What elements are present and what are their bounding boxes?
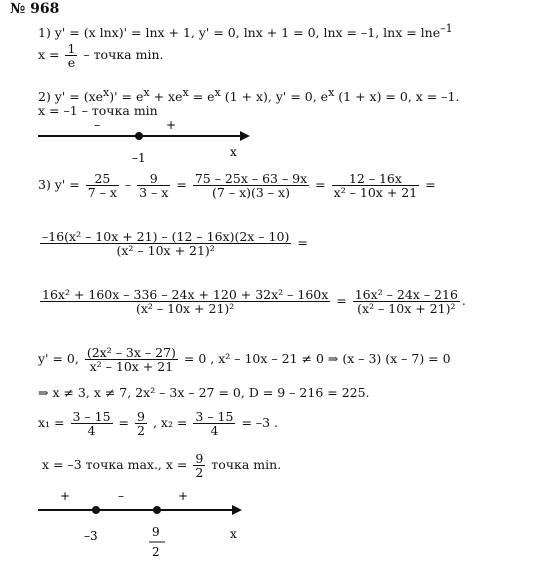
part2-seg1: 2) y' = (xe	[38, 89, 104, 105]
part2-seg3: + xe	[149, 89, 183, 105]
part3-row4-frac	[85, 346, 178, 373]
part3-row3-den1: (x² – 10x + 21)²	[40, 301, 330, 315]
part2-line1	[38, 86, 459, 104]
part3-row6-eq: =	[118, 415, 130, 430]
part3-row4-den: x² – 10x + 21	[85, 359, 178, 373]
axis2-sign-3: +	[178, 489, 189, 503]
problem-number: № 968	[10, 1, 60, 17]
part3-row2	[38, 230, 308, 257]
part3-row6-frac3	[193, 410, 235, 437]
number-line-1	[0, 116, 552, 168]
part1-line1-exponent: –1	[440, 22, 453, 35]
part3-row4-tail: = 0 , x² – 10x – 21 ≠ 0 ⇒ (x – 3) (x – 7) = 0	[183, 351, 451, 366]
number-line-2	[0, 486, 552, 576]
axis1-sign-minus: –	[94, 118, 100, 132]
part3-row3-frac2	[353, 288, 460, 315]
part3-frac1	[86, 172, 119, 199]
part3-row2-eq: =	[297, 235, 308, 250]
part3-row7-b: точка min.	[211, 457, 282, 472]
part3-eq1: =	[176, 177, 187, 192]
part2-exp4: x	[214, 86, 221, 99]
part1-line1	[38, 22, 453, 40]
axis1-arrow-icon	[240, 131, 250, 141]
part3-row6-tail: = –3 .	[241, 415, 279, 430]
part3-minus: –	[124, 177, 132, 192]
axis2-point2-den: 2	[152, 545, 160, 559]
part3-row6-frac3-num: 3 – 15	[195, 409, 234, 424]
part3-row2-den: (x² – 10x + 21)²	[40, 243, 291, 257]
part3-row3-num2: 16x² – 24x – 216	[354, 287, 458, 302]
axis2-point-1	[92, 506, 100, 514]
part3-frac4	[332, 172, 420, 199]
part3-row4-lead: y' = 0,	[38, 351, 79, 366]
part1-fraction-den: e	[65, 55, 77, 69]
axis2-arrow-icon	[232, 505, 242, 515]
part3-row7-num: 9	[195, 451, 204, 466]
part2-seg4: = e	[188, 89, 215, 105]
part3-eq2: =	[315, 177, 326, 192]
part1-line2	[38, 42, 163, 69]
part3-row7	[42, 452, 281, 479]
part3-row2-frac	[40, 230, 291, 257]
part3-frac2-num: 9	[149, 171, 158, 186]
axis2-point2-num: 9	[152, 525, 160, 539]
part3-row6-frac1-den: 4	[71, 423, 113, 437]
part3-frac4-den: x² – 10x + 21	[333, 185, 418, 200]
part3-frac2-den: 3 – x	[139, 185, 169, 200]
part3-row6-x1: x₁ =	[38, 415, 65, 430]
axis1-point	[135, 132, 143, 140]
part3-row6-frac3-den: 4	[193, 423, 235, 437]
part3-row4	[38, 346, 451, 373]
part3-frac2	[137, 172, 170, 199]
axis2-sign-2: –	[118, 489, 124, 503]
part1-x-label: x =	[38, 47, 60, 62]
part1-line1-text: 1) y' = (x lnx)' = lnx + 1, y' = 0, lnx + 1 = 0, lnx = –1, lnx = lne	[38, 25, 441, 41]
axis1-sign-plus: +	[166, 118, 177, 132]
part2-seg6: (1 + x) = 0, x = –1.	[334, 89, 460, 105]
part3-row3-frac1	[40, 288, 330, 315]
part3-frac1-num: 25	[94, 171, 111, 186]
part2-exp5: x	[328, 86, 335, 99]
part3-row3-den2: (x² – 10x + 21)²	[353, 301, 460, 315]
axis2-point-2	[153, 506, 161, 514]
part2-exp3: x	[182, 86, 189, 99]
part2-exp1: x	[103, 86, 110, 99]
axis2-point1-label: –3	[84, 529, 98, 543]
part3-row7-den: 2	[195, 465, 204, 480]
part3-row1	[38, 172, 436, 199]
axis1-var-label: x	[230, 145, 237, 159]
part3-row6-frac2-den: 2	[137, 423, 145, 438]
part3-row3-eq: =	[336, 293, 347, 308]
axis2-sign-1: +	[60, 489, 71, 503]
part3-row6-frac1	[71, 410, 113, 437]
part3-frac1-den: 7 – x	[87, 185, 117, 200]
part3-row6	[38, 410, 278, 437]
part3-lead: 3) y' =	[38, 177, 84, 192]
part1-min-label: – точка min.	[83, 47, 164, 62]
part3-frac3-num: 75 – 25x – 63 – 9x	[194, 171, 308, 186]
axis2-var-label: x	[230, 527, 237, 541]
part3-row6-frac2	[135, 410, 147, 437]
part3-frac4-num: 12 – 16x	[348, 171, 402, 186]
part1-fraction	[65, 42, 77, 69]
part3-row7-a: x = –3 точка max., x =	[42, 457, 188, 472]
part2-exp2: x	[143, 86, 150, 99]
part2-line2: x = –1 – точка min	[38, 103, 158, 118]
part3-row6-frac1-num: 3 – 15	[72, 409, 111, 424]
part3-row6-frac2-num: 9	[137, 409, 145, 424]
part3-row3-dot: .	[461, 293, 466, 308]
part3-row6-x2: , x₂ =	[152, 415, 188, 430]
axis1-point-label: –1	[132, 151, 146, 165]
part3-row2-num: –16(x² – 10x + 21) – (12 – 16x)(2x – 10)	[42, 229, 290, 244]
part2-seg2: )' = e	[109, 89, 144, 105]
part2-seg5: (1 + x), y' = 0, e	[220, 89, 329, 105]
part3-eq3: =	[425, 177, 436, 192]
part3-row7-frac	[193, 452, 205, 479]
part3-row3	[38, 288, 466, 315]
part3-frac3	[193, 172, 309, 199]
part3-row3-num1: 16x² + 160x – 336 – 24x + 120 + 32x² – 160x	[42, 287, 329, 302]
part3-row4-num: (2x² – 3x – 27)	[86, 345, 176, 360]
part3-row5: ⇒ x ≠ 3, x ≠ 7, 2x² – 3x – 27 = 0, D = 9 – 216 = 225.	[38, 385, 370, 400]
part1-fraction-num: 1	[67, 41, 76, 56]
part3-frac3-den: (7 – x)(3 – x)	[193, 185, 309, 199]
